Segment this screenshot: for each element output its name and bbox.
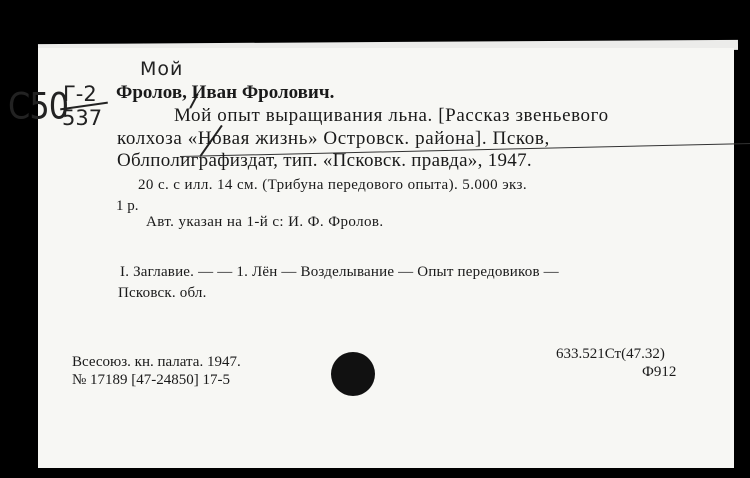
price-line: 1 р. [116, 198, 139, 214]
footer-chamber: Всесоюз. кн. палата. 1947. [72, 354, 241, 370]
card-punch-hole [331, 352, 375, 396]
author-note: Авт. указан на 1-й с: И. Ф. Фролов. [146, 214, 384, 230]
footer-classification: 633.521Ст(47.32) [556, 346, 665, 362]
collation-line: 20 с. с илл. 14 см. (Трибуна передового опыта). 5.000 экз. [138, 177, 528, 193]
subject-tracings: I. Заглавие. — — 1. Лён — Возделывание — Опыт передовиков — [120, 264, 559, 280]
handwritten-title-correction: Мой [140, 58, 184, 80]
subject-tracings-continued: Псковск. обл. [118, 285, 207, 301]
footer-author-mark: Ф912 [642, 364, 677, 380]
author-heading: Фролов, Иван Фролович. [116, 82, 335, 103]
publisher-line: Облполиграфиздат, тип. «Псковск. правда», 1947. [117, 150, 532, 171]
imprint-line: колхоза «Новая жизнь» Островск. района]. Псков, [117, 128, 550, 149]
handwritten-shelfmark: С50 [8, 84, 69, 128]
handwritten-class-bottom: 537 [62, 106, 103, 130]
footer-record-number: № 17189 [47-24850] 17-5 [72, 372, 231, 388]
handwritten-class-top: Г-2 [63, 82, 97, 106]
title-line: Мой опыт выращивания льна. [Рассказ звеньевого [174, 105, 609, 126]
